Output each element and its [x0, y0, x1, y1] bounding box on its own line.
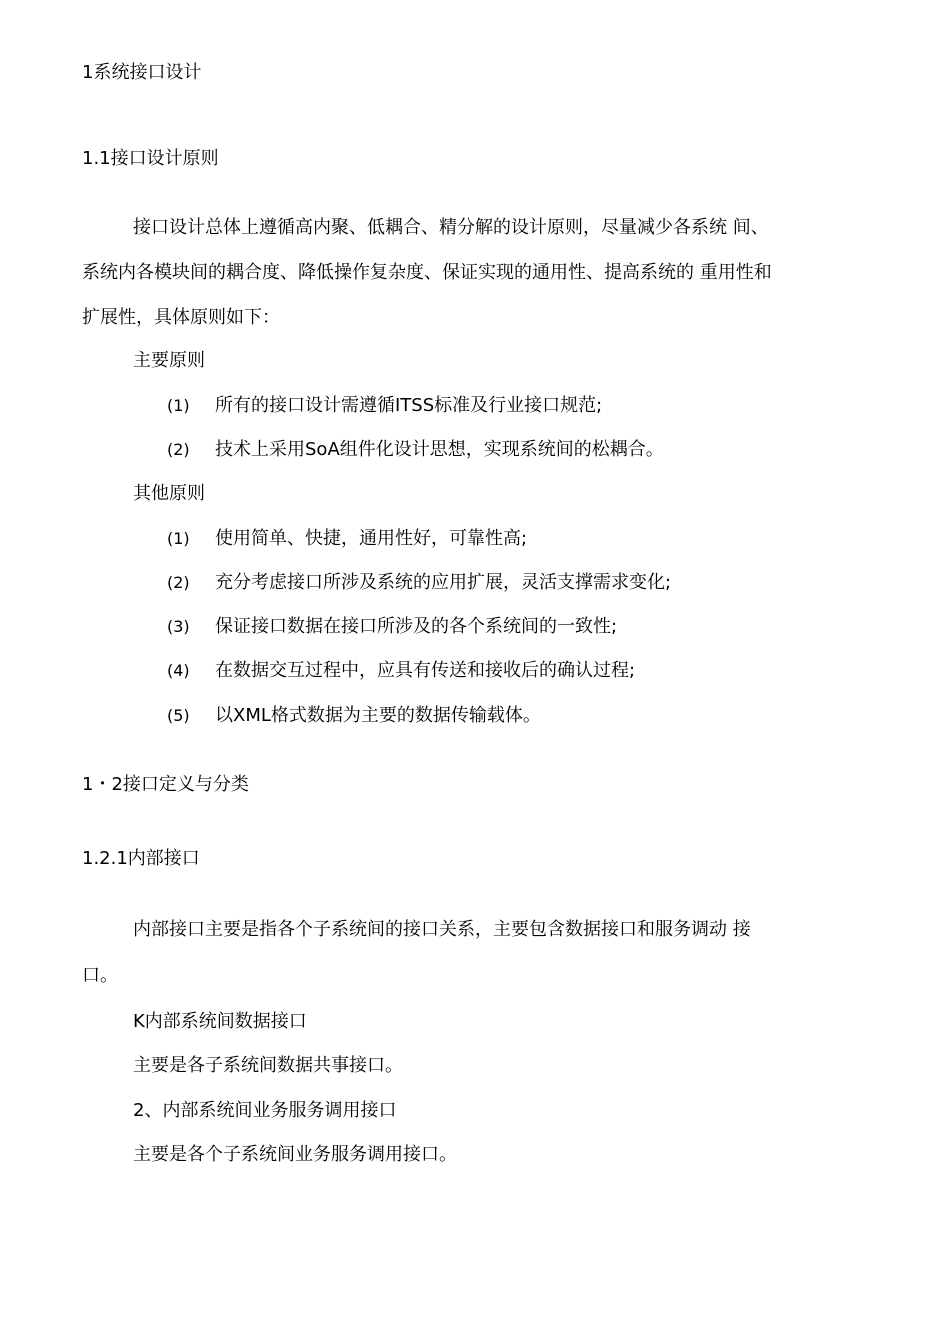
- other-principle-5-text: 以XML格式数据为主要的数据传输载体。: [215, 705, 541, 726]
- main-principle-2-text: 技术上采用SoA组件化设计思想，实现系统间的松耦合。: [215, 439, 664, 460]
- other-principle-4-text: 在数据交互过程中，应具有传送和接收后的确认过程;: [215, 660, 636, 681]
- main-principle-1-number: (1): [167, 396, 190, 415]
- main-principles-title: 主要原则: [133, 350, 205, 371]
- internal-sub1-title: K内部系统间数据接口: [133, 1011, 307, 1032]
- other-principle-1-text: 使用简单、快捷，通用性好，可靠性高;: [215, 528, 528, 549]
- other-principle-3-text: 保证接口数据在接口所涉及的各个系统间的一致性;: [215, 616, 618, 637]
- intro-paragraph-line-1: 接口设计总体上遵循高内聚、低耦合、精分解的设计原则，尽量减少各系统 间、: [133, 217, 769, 238]
- heading-section-1-2: 1・2接口定义与分类: [82, 774, 249, 795]
- heading-section-1-1: 1.1接口设计原则: [82, 148, 219, 169]
- internal-paragraph-line-2: 口。: [82, 965, 118, 986]
- other-principle-3-number: (3): [167, 617, 190, 636]
- intro-paragraph-line-3: 扩展性，具体原则如下：: [82, 307, 280, 328]
- heading-section-1-2-1: 1.2.1内部接口: [82, 848, 200, 869]
- other-principle-4-number: (4): [167, 661, 190, 680]
- internal-paragraph-line-1: 内部接口主要是指各个子系统间的接口关系，主要包含数据接口和服务调动 接: [133, 919, 751, 940]
- internal-sub2-text: 主要是各个子系统间业务服务调用接口。: [133, 1144, 457, 1165]
- heading-section-1: 1系统接口设计: [82, 62, 202, 83]
- other-principle-2-text: 充分考虑接口所涉及系统的应用扩展，灵活支撑需求变化;: [215, 572, 672, 593]
- internal-sub1-text: 主要是各子系统间数据共事接口。: [133, 1055, 403, 1076]
- other-principle-5-number: (5): [167, 706, 190, 725]
- other-principle-1-number: (1): [167, 529, 190, 548]
- other-principle-2-number: (2): [167, 573, 190, 592]
- main-principle-1-text: 所有的接口设计需遵循ITSS标准及行业接口规范;: [215, 395, 603, 416]
- intro-paragraph-line-2: 系统内各模块间的耦合度、降低操作复杂度、保证实现的通用性、提高系统的 重用性和: [82, 262, 772, 283]
- main-principle-2-number: (2): [167, 440, 190, 459]
- other-principles-title: 其他原则: [133, 483, 205, 504]
- internal-sub2-title: 2、内部系统间业务服务调用接口: [133, 1100, 397, 1121]
